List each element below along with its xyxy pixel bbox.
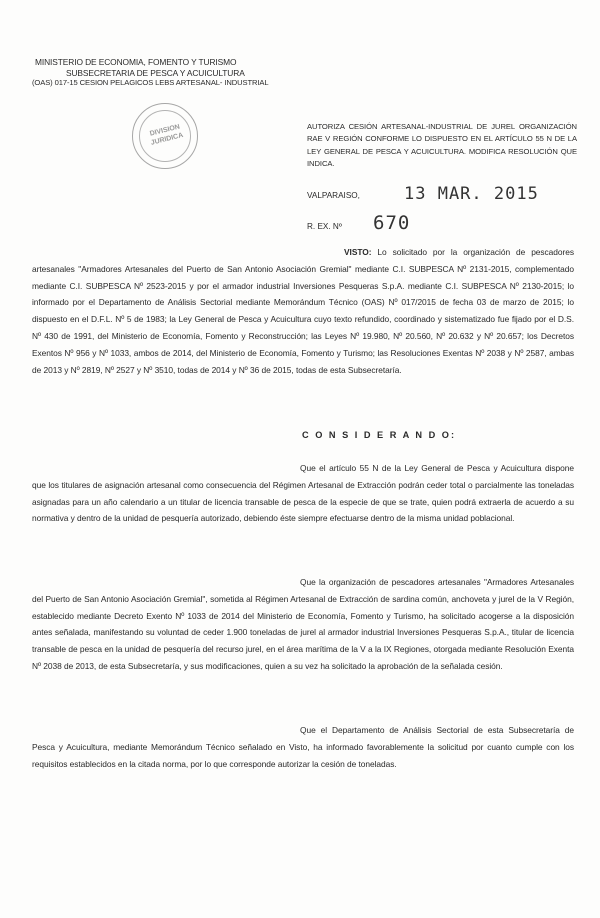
ministry-name: MINISTERIO DE ECONOMIA, FOMENTO Y TURISMO [35,57,237,67]
file-reference: (OAS) 017-15 CESION PELAGICOS LEBS ARTESANAL- INDUSTRIAL [32,78,269,88]
date-label: VALPARAISO, [307,191,360,200]
considerando-paragraph-2: Que la organización de pescadores artesanales "Armadores Artesanales del Puerto de San Antonio Asociación Gremial", sometida al Régimen Artesanal de Extracción de sardina común, anchoveta y jurel de la V Región, establecido mediante Decreto Exento Nº 1033 de 2014 del Ministerio de Economía, Fomento y Turismo, ha solicitado acogerse a la disposición antes señalada, manifestando su voluntad de ceder 1.900 toneladas de jurel al armador industrial Inversiones Pesqueras S.p.A., titular de licencia transable de pesca en la unidad de pesquería del recurso jurel, en el área marítima de la V a la IX Regiones, otorgada mediante Resolución Exenta Nº 2038 de 2013, de esta Subsecretaría, y sus modificaciones, quien a su vez ha solicitado la aprobación de la señalada cesión. [32,577,574,671]
letterhead [32,57,332,89]
subsecretariat-name: SUBSECRETARIA DE PESCA Y ACUICULTURA [66,67,245,78]
juridical-division-stamp [132,103,198,169]
visto-label: VISTO: [344,247,372,257]
resolution-number-line [307,212,507,236]
stamp-text: DIVISION JURIDICA [149,123,184,147]
resolution-number-label: R. EX. Nº [307,222,342,231]
date-line [307,184,587,204]
visto-text: Lo solicitado por la organización de pescadores artesanales "Armadores Artesanales del Puerto de San Antonio Asociación Gremial" mediante C.I. SUBPESCA Nº 2131-2015, complementado mediante C.I. SUBPESCA Nº 2523-2015 y por el armador industrial Inversiones Pesqueras S.p.A. mediante C.I. SUBPESCA Nº 2130-2015; lo informado por el Departamento de Análisis Sectorial mediante Memorándum Técnico (OAS) Nº 017/2015 de fecha 03 de marzo de 2015; lo dispuesto en el D.F.L. Nº 5 de 1983; la Ley General de Pesca y Acuicultura cuyo texto refundido, coordinado y sistematizado fue fijado por el D.S. Nº 430 de 1991, del Ministerio de Economía, Fomento y Reconstrucción; las Leyes Nº 19.980, Nº 20.560, Nº 20.632 y Nº 20.657; los Decretos Exentos Nº 956 y Nº 1033, ambos de 2014, del Ministerio de Economía, Fomento y Turismo; las Resoluciones Exentas Nº 2038 y Nº 2587, ambas de 2013 y Nº 2819, Nº 2527 y Nº 3510, todas de 2014 y Nº 36 de 2015, todas de esta Subsecretaría. [32,247,574,375]
resolution-number: 670 [373,212,411,234]
resolution-subject: AUTORIZA CESIÓN ARTESANAL-INDUSTRIAL DE JUREL ORGANIZACIÓN RAE V REGIÓN CONFORME LO DISPUESTO EN EL ARTÍCULO 55 N DE LA LEY GENERAL DE PESCA Y ACUICULTURA. MODIFICA RESOLUCIÓN QUE INDICA. [307,122,577,169]
considerando-heading: C O N S I D E R A N D O: [302,430,457,440]
considerando-paragraph-1: Que el artículo 55 N de la Ley General de Pesca y Acuicultura dispone que los titulares de asignación artesanal como consecuencia del Régimen Artesanal de Extracción podrán ceder total o parcialmente las toneladas asignadas para un año calendario a un titular de licencia transable de pesca de la especie de que se trate, quien podrá extraerla de acuerdo a su normativa y dentro de la unidad de pesquería autorizado, debiendo éste siempre efectuarse dentro de la misma unidad poblacional. [32,463,574,524]
visto-paragraph [32,244,574,378]
considerando-paragraph-3: Que el Departamento de Análisis Sectorial de esta Subsecretaría de Pesca y Acuicultura, mediante Memorándum Técnico señalado en Visto, ha informado favorablemente la solicitud por cuanto cumple con los requisitos establecidos en la citada norma, por lo que corresponde autorizar la cesión de toneladas. [32,725,574,769]
date-stamp: 13 MAR. 2015 [404,184,539,204]
